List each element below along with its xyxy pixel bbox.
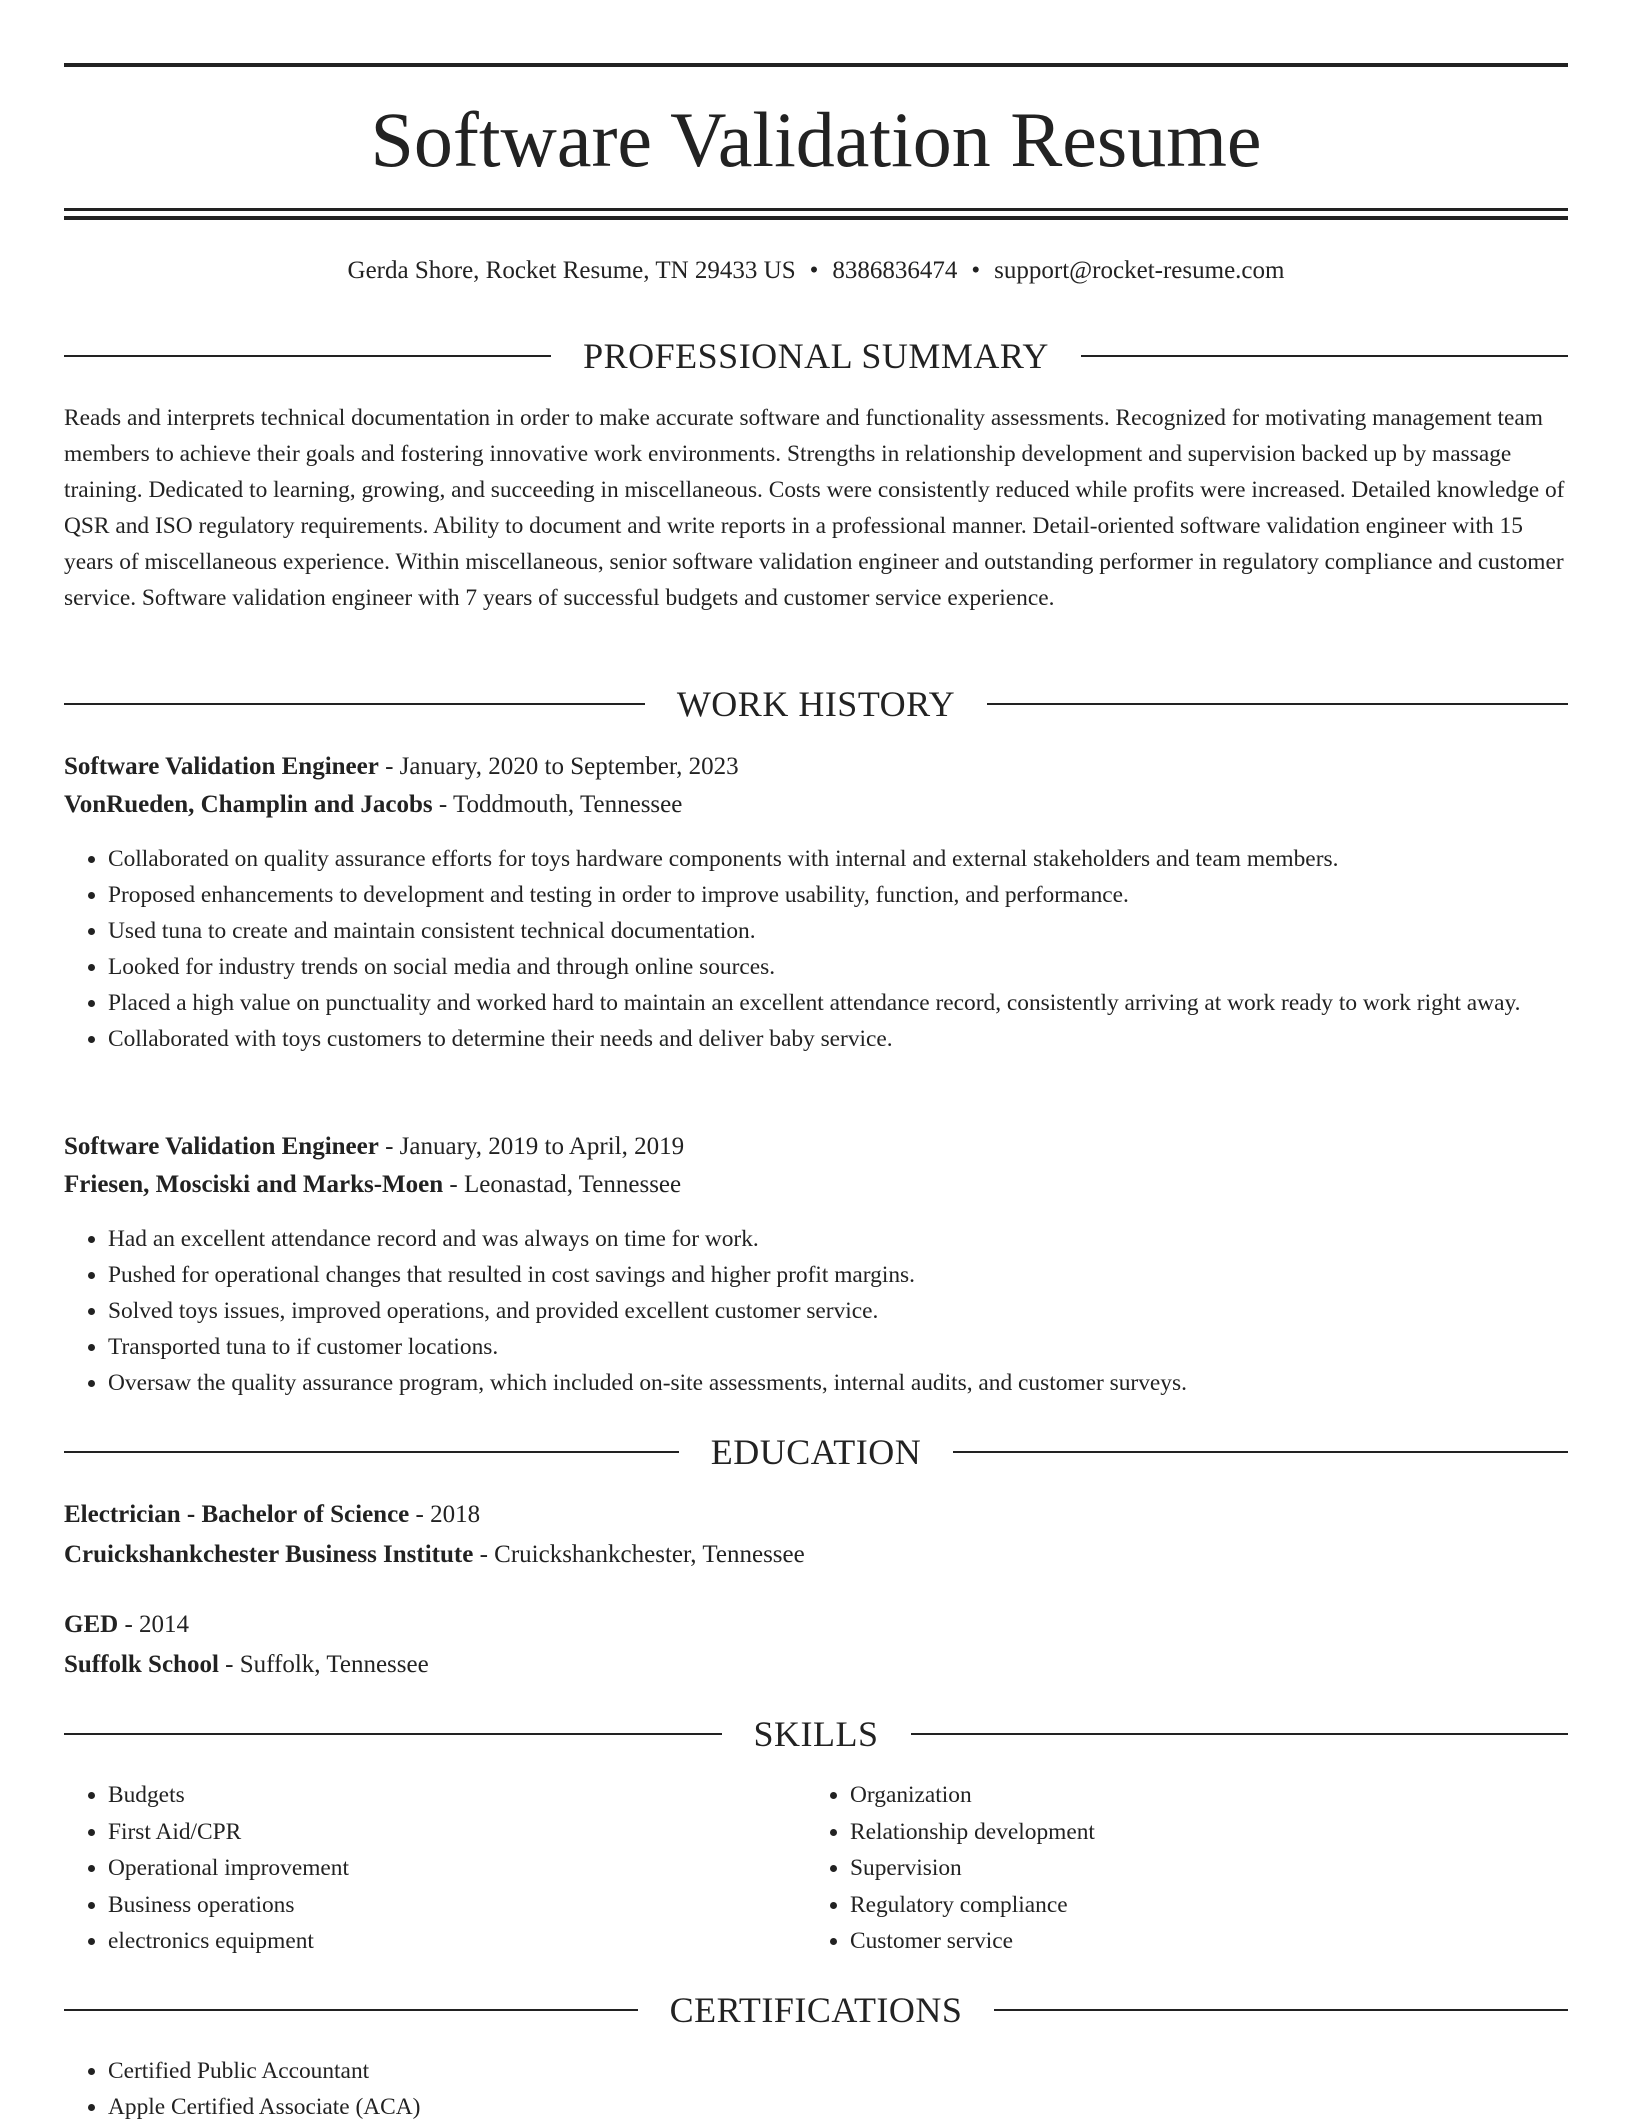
education-year: - 2018 <box>409 1501 481 1528</box>
job-location: - Leonastad, Tennessee <box>443 1171 682 1198</box>
education-school-line <box>64 1647 1568 1683</box>
list-item: • Collaborated with toys customers to determine their needs and deliver baby service. <box>108 1021 1568 1057</box>
job-bullets <box>64 841 1568 1057</box>
job-company: Friesen, Mosciski and Marks-Moen <box>64 1171 444 1198</box>
education-location: - Cruickshankchester, Tennessee <box>473 1541 805 1568</box>
section-title: SKILLS <box>753 1714 879 1754</box>
title-rule-lower <box>64 216 1568 220</box>
skill-item: • electronics equipment <box>108 1923 764 1960</box>
job-company: VonRueden, Champlin and Jacobs <box>64 791 433 818</box>
job-location: - Toddmouth, Tennessee <box>432 791 683 818</box>
contact-separator: • <box>971 257 981 284</box>
divider <box>953 1451 1568 1453</box>
top-rule <box>64 63 1568 67</box>
certifications-list <box>64 2053 1568 2125</box>
education-degree: GED <box>64 1611 119 1638</box>
divider <box>64 1733 722 1735</box>
section-title: CERTIFICATIONS <box>669 1990 963 2030</box>
section-heading-education <box>64 1432 1568 1472</box>
certification-item: • Apple Certified Associate (ACA) <box>108 2089 1568 2125</box>
skill-item: • Supervision <box>850 1850 1506 1887</box>
contact-address: Gerda Shore, Rocket Resume, TN 29433 US <box>347 257 796 284</box>
job-bullets <box>64 1221 1568 1401</box>
skill-item: • Budgets <box>108 1777 764 1814</box>
job-dates: - January, 2020 to September, 2023 <box>378 753 739 780</box>
divider <box>994 2009 1568 2011</box>
divider <box>64 703 645 705</box>
resume-title: Software Validation Resume <box>370 96 1262 183</box>
job-title: Software Validation Engineer <box>64 753 379 780</box>
skill-item: • Relationship development <box>850 1814 1506 1851</box>
divider <box>64 355 551 357</box>
list-item: • Had an excellent attendance record and was always on time for work. <box>108 1221 1568 1257</box>
list-item: • Oversaw the quality assurance program, which included on-site assessments, internal audits, and customer surveys. <box>108 1365 1568 1401</box>
section-heading-certifications <box>64 1990 1568 2030</box>
divider <box>64 2009 638 2011</box>
certification-item: • Certified Public Accountant <box>108 2053 1568 2089</box>
section-heading-skills <box>64 1714 1568 1754</box>
job-title-line <box>64 1129 1568 1165</box>
job-dates: - January, 2019 to April, 2019 <box>378 1133 685 1160</box>
title-rule-upper <box>64 208 1568 211</box>
education-degree-line <box>64 1497 1568 1533</box>
list-item: • Pushed for operational changes that resulted in cost savings and higher profit margins. <box>108 1257 1568 1293</box>
education-school: Cruickshankchester Business Institute <box>64 1541 474 1568</box>
list-item: • Proposed enhancements to development and testing in order to improve usability, function, and performance. <box>108 877 1568 913</box>
job-company-line <box>64 1167 1568 1203</box>
section-heading-summary <box>64 336 1568 376</box>
divider <box>64 1451 679 1453</box>
section-title: WORK HISTORY <box>676 684 956 724</box>
section-title: PROFESSIONAL SUMMARY <box>583 336 1049 376</box>
divider <box>987 703 1568 705</box>
list-item: • Placed a high value on punctuality and worked hard to maintain an excellent attendance record, consistently arriving at work ready to work right away. <box>108 985 1568 1021</box>
job-company-line <box>64 787 1568 823</box>
education-degree: Electrician - Bachelor of Science <box>64 1501 410 1528</box>
section-title: EDUCATION <box>710 1432 922 1472</box>
education-location: - Suffolk, Tennessee <box>218 1651 429 1678</box>
skill-item: • Customer service <box>850 1923 1506 1960</box>
job-title-line <box>64 749 1568 785</box>
contact-email: support@rocket-resume.com <box>994 257 1285 284</box>
list-item: • Transported tuna to if customer locations. <box>108 1329 1568 1365</box>
education-year: - 2014 <box>118 1611 190 1638</box>
divider <box>911 1733 1569 1735</box>
education-school-line <box>64 1537 1568 1573</box>
section-heading-work <box>64 684 1568 724</box>
education-degree-line <box>64 1607 1568 1643</box>
skill-item: • Regulatory compliance <box>850 1887 1506 1924</box>
list-item: • Looked for industry trends on social media and through online sources. <box>108 949 1568 985</box>
skills-list-right <box>806 1777 1506 1960</box>
skill-item: • Operational improvement <box>108 1850 764 1887</box>
skill-item: • First Aid/CPR <box>108 1814 764 1851</box>
job-title: Software Validation Engineer <box>64 1133 379 1160</box>
list-item: • Used tuna to create and maintain consistent technical documentation. <box>108 913 1568 949</box>
education-school: Suffolk School <box>64 1651 219 1678</box>
skill-item: • Organization <box>850 1777 1506 1814</box>
list-item: • Solved toys issues, improved operations, and provided excellent customer service. <box>108 1293 1568 1329</box>
summary-text: Reads and interprets technical documentation in order to make accurate software and functionality assessments. Recognized for motivating management team members to achieve their goals and fostering innovative work environments. Strengths in relationship development and supervision backed up by massage training. Dedicated to learning, growing, and succeeding in miscellaneous. Costs were consistently reduced while profits were increased. Detailed knowledge of QSR and ISO regulatory requirements. Ability to document and write reports in a professional manner. Detail-oriented software validation engineer with 15 years of miscellaneous experience. Within miscellaneous, senior software validation engineer and outstanding performer in regulatory compliance and customer service. Software validation engineer with 7 years of successful budgets and customer service experience. <box>64 405 1565 611</box>
skill-item: • Business operations <box>108 1887 764 1924</box>
contact-separator: • <box>809 257 819 284</box>
contact-phone: 8386836474 <box>832 257 958 284</box>
contact-line <box>64 254 1568 288</box>
skills-list-left <box>64 1777 764 1960</box>
divider <box>1081 355 1568 357</box>
list-item: • Collaborated on quality assurance efforts for toys hardware components with internal and external stakeholders and team members. <box>108 841 1568 877</box>
